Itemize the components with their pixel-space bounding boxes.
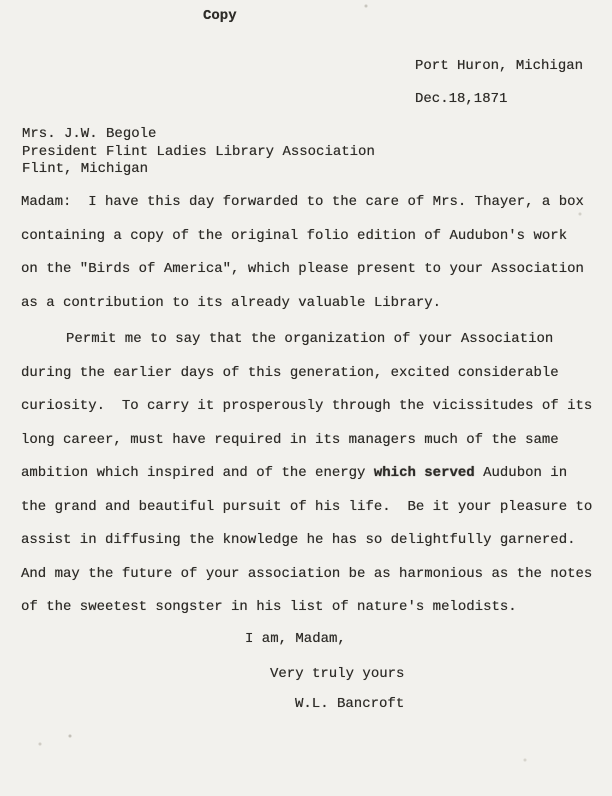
paragraph-1 bbox=[21, 186, 606, 320]
recipient-city: Flint, Michigan bbox=[22, 161, 149, 177]
body-line: assist in diffusing the knowledge he has so delightfully garnered. bbox=[21, 532, 576, 548]
paragraph-2 bbox=[21, 323, 606, 625]
recipient-address bbox=[22, 126, 375, 179]
overstrike-prefix: ambition which inspired and of the energy bbox=[21, 465, 374, 481]
body-line: on the "Birds of America", which please present to your Association bbox=[21, 261, 584, 277]
letter-body bbox=[21, 186, 606, 625]
signature: W.L. Bancroft bbox=[295, 696, 405, 712]
overstrike-bold-text: which served bbox=[373, 465, 475, 481]
body-line: long career, must have required in its managers much of the same bbox=[21, 431, 559, 448]
copy-label: Copy bbox=[203, 8, 237, 24]
body-line: as a contribution to its already valuable Library. bbox=[21, 294, 442, 311]
body-line: Permit me to say that the organization of your Association bbox=[66, 331, 554, 347]
dateline-place: Port Huron, Michigan bbox=[415, 58, 584, 74]
recipient-name: Mrs. J.W. Begole bbox=[22, 126, 157, 142]
dateline-date: Dec.18,1871 bbox=[415, 91, 508, 107]
body-line: Madam: I have this day forwarded to the care of Mrs. Thayer, a box bbox=[21, 194, 584, 210]
closing-valediction: Very truly yours bbox=[270, 666, 405, 682]
body-line: And may the future of your association be as harmonious as the notes bbox=[21, 565, 593, 582]
body-line: of the sweetest songster in his list of nature's melodists. bbox=[21, 599, 517, 615]
body-line-overstrike bbox=[21, 457, 606, 491]
overstrike-suffix: Audubon in bbox=[474, 465, 568, 481]
closing-salutation: I am, Madam, bbox=[245, 631, 346, 647]
recipient-title: President Flint Ladies Library Association bbox=[22, 143, 375, 160]
body-line: curiosity. To carry it prosperously through the vicissitudes of its bbox=[21, 398, 593, 414]
body-line: during the earlier days of this generation, excited considerable bbox=[21, 364, 559, 381]
body-line: the grand and beautiful pursuit of his life. Be it your pleasure to bbox=[21, 498, 593, 515]
body-line: containing a copy of the original folio edition of Audubon's work bbox=[21, 227, 568, 244]
